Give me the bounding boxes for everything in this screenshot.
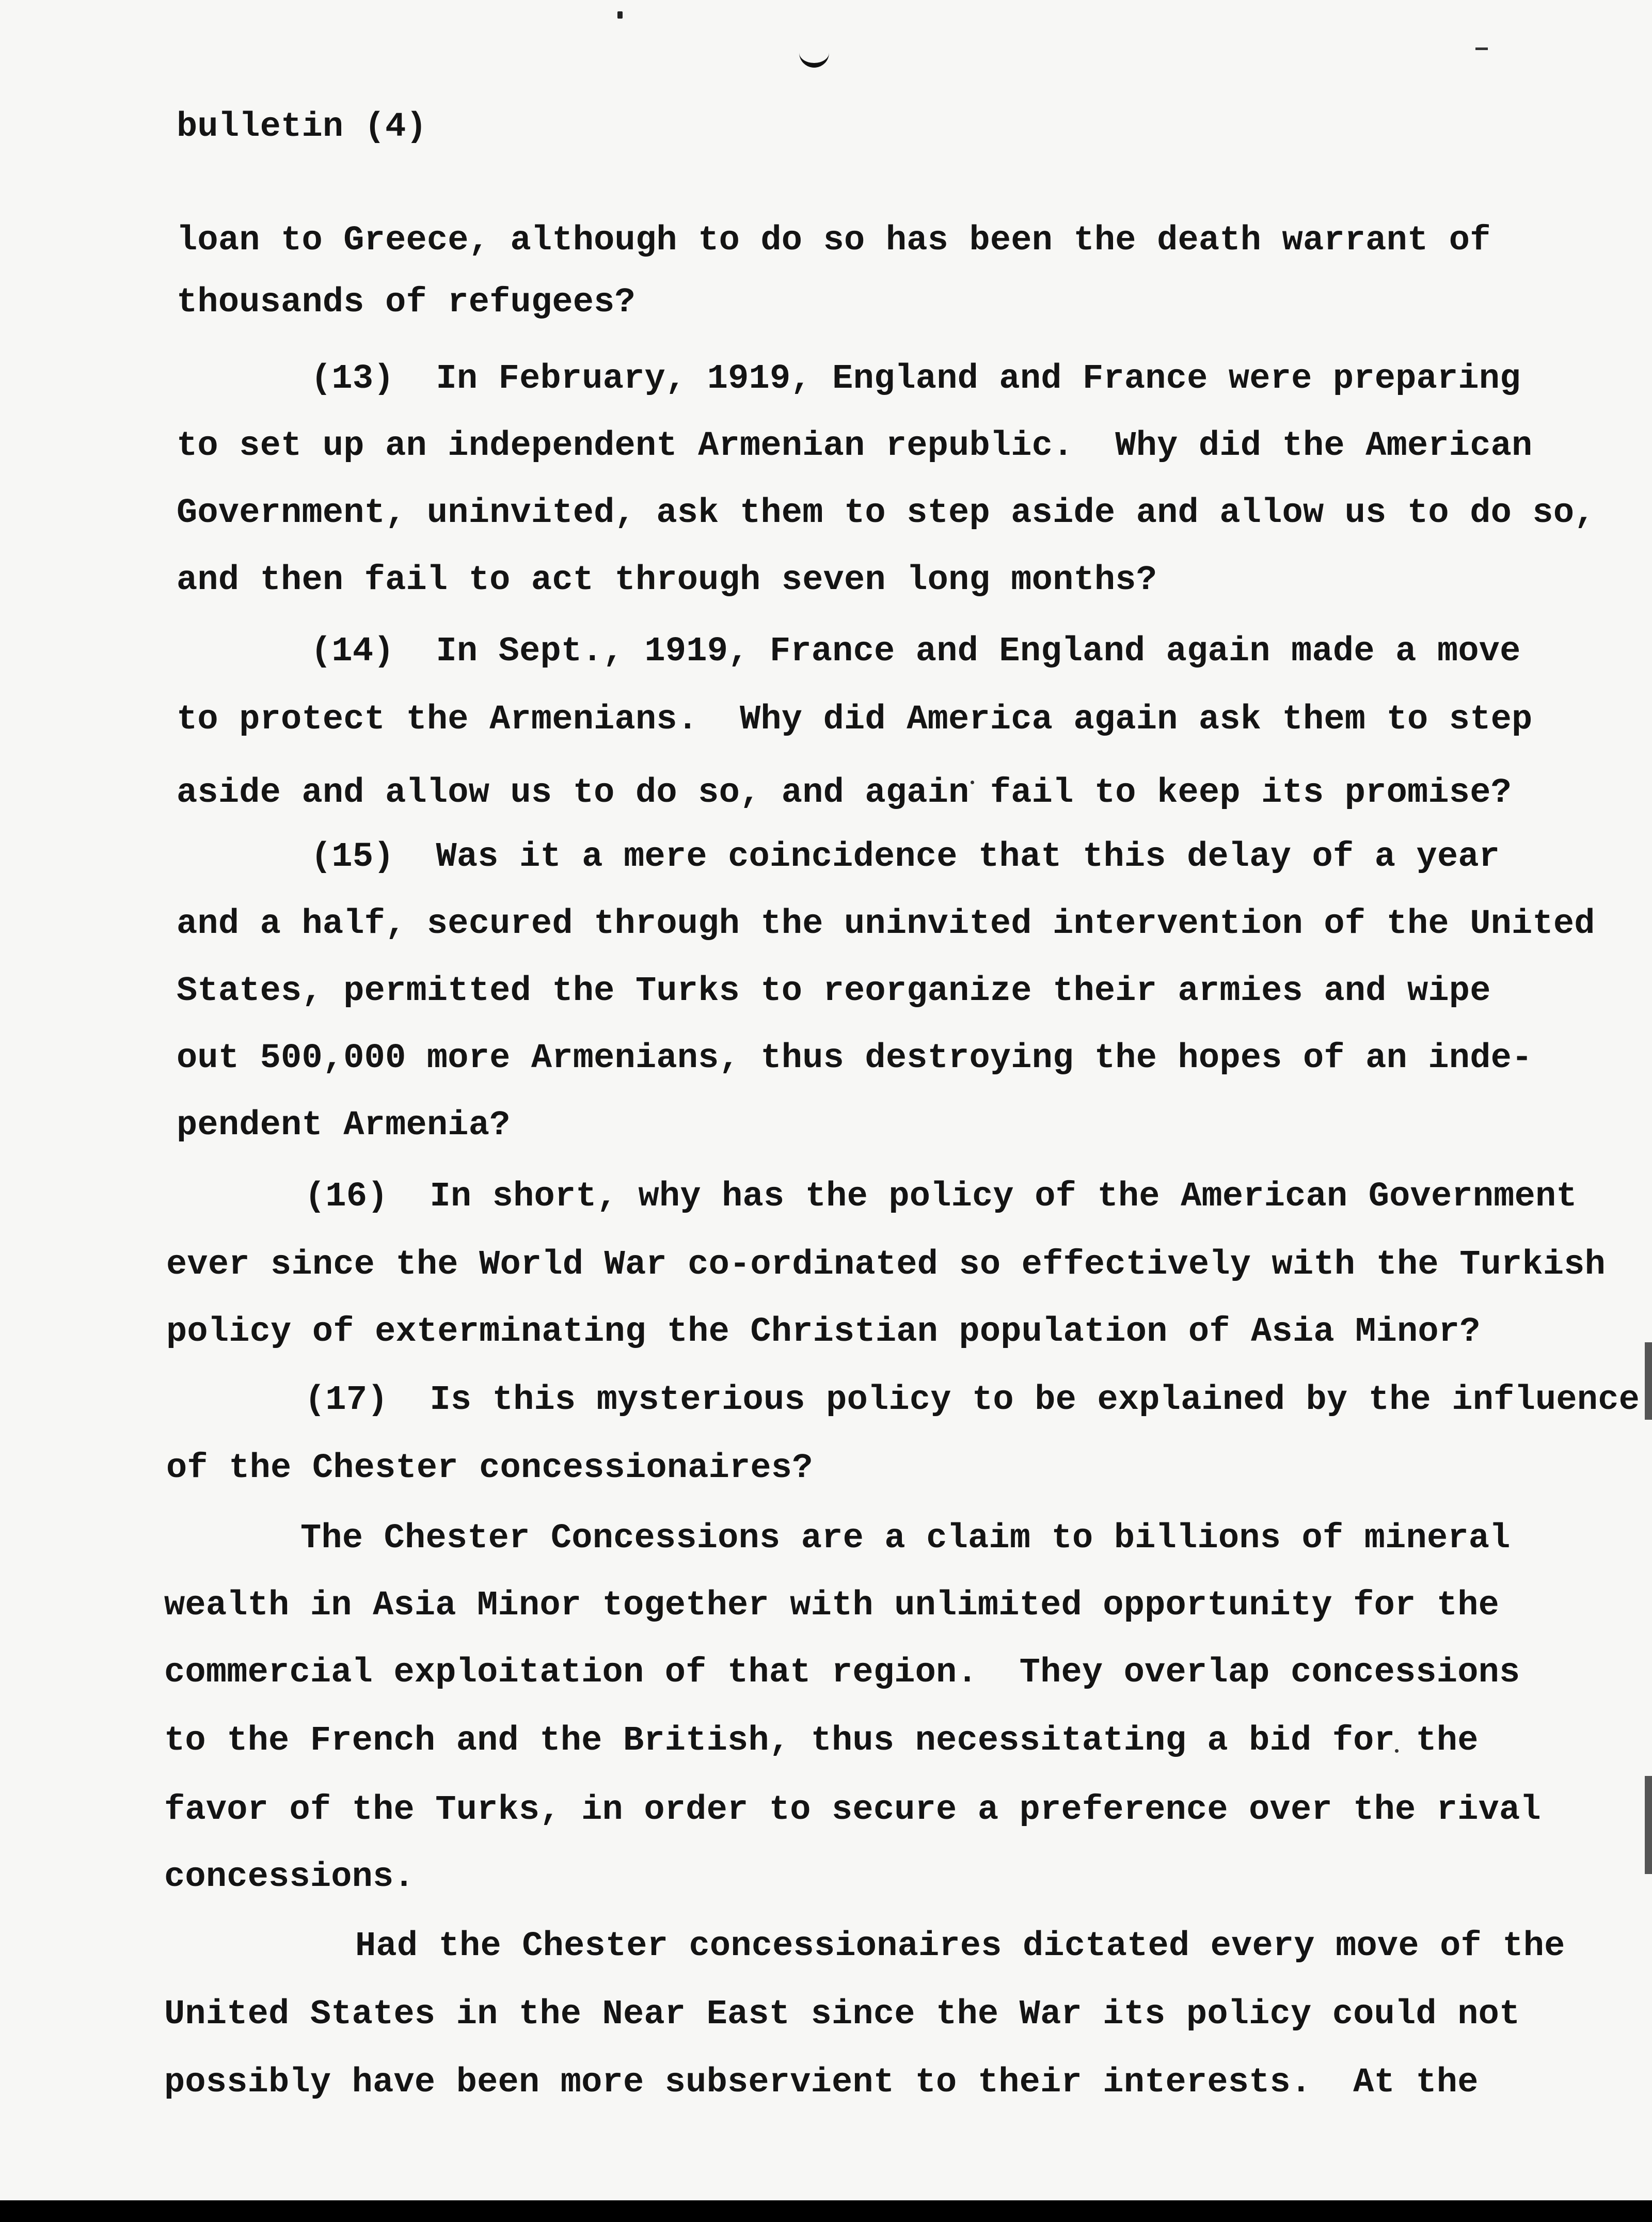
edge-mark [1645,1342,1652,1420]
text-line: Had the Chester concessionaires dictated every move of the [355,1927,1565,1966]
text-line: wealth in Asia Minor together with unlimited opportunity for the [164,1586,1500,1625]
text-line: loan to Greece, although to do so has been the death warrant of [177,221,1491,260]
ink-dash [1475,47,1488,50]
page-mark [799,52,829,68]
text-line: ever since the World War co-ordinated so effectively with the Turkish [166,1245,1606,1284]
text-line: favor of the Turks, in order to secure a preference over the rival [164,1790,1541,1830]
text-line: to set up an independent Armenian republic. Why did the American [177,426,1533,466]
text-line: States, permitted the Turks to reorganize their armies and wipe [177,972,1491,1011]
text-line: and a half, secured through the uninvited intervention of the United [177,904,1595,944]
text-line: of the Chester concessionaires? [166,1449,813,1488]
text-line: (14) In Sept., 1919, France and England again made a move [311,632,1521,671]
text-line: to the French and the British, thus necessitating a bid for the [164,1721,1479,1760]
text-line: Government, uninvited, ask them to step aside and allow us to do so, [177,494,1595,533]
text-line: United States in the Near East since the War its policy could not [164,1995,1520,2034]
text-line: commercial exploitation of that region. They overlap concessions [164,1653,1520,1692]
text-line: (13) In February, 1919, England and France were preparing [311,359,1521,399]
text-line: pendent Armenia? [177,1106,511,1145]
edge-mark [1645,1776,1652,1874]
text-line: concessions. [164,1858,415,1897]
ink-speck [617,11,623,19]
text-line: possibly have been more subservient to their interests. At the [164,2063,1479,2102]
text-line: The Chester Concessions are a claim to billions of mineral [300,1519,1511,1558]
text-line: out 500,000 more Armenians, thus destroying the hopes of an inde- [177,1039,1533,1078]
text-line: (16) In short, why has the policy of the American Government [305,1177,1577,1216]
text-line: and then fail to act through seven long months? [177,561,1157,600]
text-line: (15) Was it a mere coincidence that this delay of a year [311,837,1500,877]
running-header: bulletin (4) [177,107,427,147]
text-line: to protect the Armenians. Why did America again ask them to step [177,700,1533,739]
text-line: thousands of refugees? [177,283,636,322]
text-line: policy of exterminating the Christian population of Asia Minor? [166,1312,1481,1352]
text-line: (17) Is this mysterious policy to be explained by the influence [305,1380,1640,1420]
text-line: aside and allow us to do so, and again fail to keep its promise? [177,773,1512,813]
